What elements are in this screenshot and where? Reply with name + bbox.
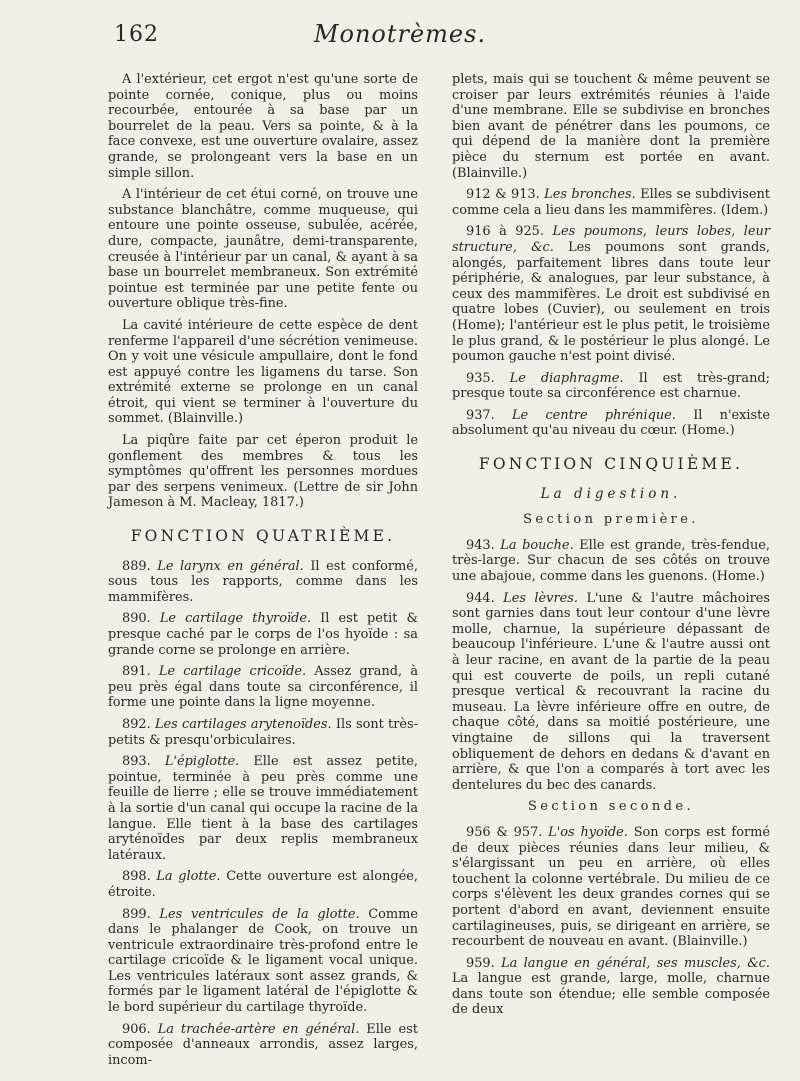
- paragraph-heading: La glotte.: [156, 869, 221, 885]
- numbered-paragraph: [108, 907, 418, 1016]
- numbered-paragraph: [108, 664, 418, 711]
- paragraph: A l'intérieur de cet étui corné, on trouve une substance blanchâtre, comme muqueuse, qui entoure une pointe osseuse, subulée, acérée, dure, compacte, jaunâtre, demi-transparente, creusée à l'intérieur par un canal, & ayant à sa base un bourrelet membraneux. Son extrémité pointue est terminée par une petite fente ou ouverture oblique très-fine.: [108, 187, 418, 312]
- numbered-paragraph: [108, 1022, 418, 1069]
- paragraph-text: Elle est grande, très-fendue, très-large. Sur chacun de ses côtés on trouve une abajoue, comme dans les guenons. (Home.): [452, 537, 770, 585]
- paragraph-number: 937.: [466, 407, 495, 423]
- paragraph-number: 899.: [122, 906, 151, 922]
- paragraph: La cavité intérieure de cette espèce de dent renferme l'appareil d'une sécrétion venimeuse. On y voit une vésicule ampullaire, dont le fond est appuyé contre les ligamens du tarse. Son extrémité externe se prolonge en un canal étroit, qui vient se terminer à l'ouverture du sommet. (Blainville.): [108, 317, 418, 427]
- paragraph-number: 898.: [122, 869, 151, 885]
- paragraph-text: Il n'existe absolument qu'au niveau du cœur. (Home.): [452, 407, 770, 439]
- function-heading: FONCTION CINQUIÈME.: [478, 455, 744, 474]
- numbered-paragraph: [452, 538, 770, 585]
- paragraph-number: 956 & 957.: [466, 824, 543, 840]
- section-heading: Section seconde.: [528, 799, 694, 815]
- numbered-paragraph: [452, 825, 770, 950]
- numbered-paragraph: [108, 869, 418, 900]
- paragraph-text: Il est très-grand; presque toute sa circonférence est charnue.: [452, 370, 770, 402]
- section-heading: Section première.: [523, 512, 699, 528]
- paragraph: A l'extérieur, cet ergot n'est qu'une sorte de pointe cornée, conique, plus ou moins recourbée, entourée à sa base par un bourrelet de la peau. Vers sa pointe, & à la face convexe, est une ouverture ovalaire, assez grande, se prolongeant vers la base en un simple sillon.: [108, 72, 418, 181]
- paragraph-number: 943.: [466, 537, 495, 553]
- paragraph-heading: Le centre phrénique.: [511, 407, 676, 423]
- numbered-paragraph: [452, 187, 770, 218]
- numbered-paragraph: [452, 408, 770, 439]
- paragraph-heading: Les lèvres.: [503, 590, 578, 606]
- paragraph-text: Ils sont très-petits & presqu'orbiculaires.: [108, 716, 419, 748]
- paragraph-heading: La trachée-artère en général.: [157, 1021, 360, 1037]
- paragraph-heading: L'épiglotte.: [164, 754, 240, 770]
- paragraph-text: Il est petit & presque caché par le corps de l'os hyoïde : sa grande corne se prolonge en arrière.: [108, 611, 418, 658]
- paragraph-text: Son corps est formé de deux pièces réunies dans leur milieu, & s'élargissant un peu en arrière, où elles touchent la colonne vertébrale. Du milieu de ce corps s'élèvent les deux grandes cornes qui se portent d'abord en avant, deviennent ensuite cartilagineuses, puis, se dirigeant en arrière, se recourbent de nouveau en avant. (Blainville.): [452, 824, 770, 950]
- paragraph-number: 916 à 925.: [466, 224, 544, 240]
- page-header: [0, 20, 800, 60]
- paragraph: La piqûre faite par cet éperon produit le gonflement des membres & tous les symptômes qu'offrent les personnes mordues par des serpens venimeux. (Lettre de sir John Jameson à M. Macleay, 1817.): [108, 433, 418, 511]
- paragraph-heading: Le diaphragme.: [509, 370, 624, 386]
- paragraph-number: 890.: [122, 611, 151, 627]
- paragraph-text: Elle est composée d'anneaux arrondis, assez larges, incom-: [108, 1021, 418, 1068]
- paragraph-text: Il est conformé, sous tous les rapports, comme dans les mammifères.: [108, 558, 418, 605]
- paragraph-text: Comme dans le phalanger de Cook, on trouve un ventricule extraordinaire très-profond entre le cartilage cricoïde & le ligament vocal unique. Les ventricules latéraux sont assez grands, & formés par le ligament latéral de l'épiglotte & le bord supérieur du cartilage thyroïde.: [108, 906, 418, 1016]
- running-title: Monotrèmes.: [313, 20, 487, 48]
- paragraph-number: 893.: [122, 754, 151, 770]
- numbered-paragraph: [108, 611, 418, 658]
- paragraph-heading: Les poumons, leurs lobes, leur structure, &c.: [452, 224, 770, 255]
- page-number: 162: [114, 22, 159, 47]
- paragraph-number: 959.: [466, 955, 495, 971]
- paragraph-heading: La langue en général, ses muscles, &c.: [501, 955, 770, 971]
- paragraph-heading: L'os hyoïde.: [548, 824, 628, 840]
- numbered-paragraph: [452, 371, 770, 402]
- paragraph-heading: La bouche.: [500, 537, 574, 553]
- paragraph-text: L'une & l'autre mâchoires sont garnies dans tout leur contour d'une lèvre molle, charnue, la supérieure dépassant de beaucoup l'inférieure. L'une & l'autre aussi ont à leur racine, en avant de la partie de la peau qui est couverte de poils, un repli cutané presque vertical & recouvrant la racine du museau. La lèvre inférieure offre en outre, de chaque côté, dans sa moitié postérieure, une vingtaine de sillons qui la traversent obliquement de dehors en dedans & d'avant en arrière, & que l'on a comparés à tort avec les dentelures du bec des canards.: [452, 590, 770, 793]
- numbered-paragraph: [108, 559, 418, 606]
- function-heading: FONCTION QUATRIÈME.: [130, 527, 396, 546]
- numbered-paragraph: [452, 591, 770, 794]
- right-column: [452, 72, 770, 1024]
- paragraph-text: La langue est grande, large, molle, charnue dans toute son étendue; elle semble composée de deux: [452, 971, 770, 1018]
- paragraph-text: Elles se subdivisent comme cela a lieu dans les mammifères. (Idem.): [452, 187, 770, 218]
- numbered-paragraph: [108, 717, 418, 748]
- paragraph-number: 944.: [466, 590, 495, 606]
- paragraph-heading: Le larynx en général.: [157, 558, 304, 574]
- numbered-paragraph: [452, 224, 770, 364]
- paragraph-text: Cette ouverture est alongée, étroite.: [108, 869, 418, 900]
- paragraph-heading: Le cartilage cricoïde.: [158, 664, 307, 680]
- left-column: [108, 72, 418, 1074]
- paragraph-heading: Les bronches.: [544, 187, 636, 203]
- paragraph-heading: Les ventricules de la glotte.: [159, 906, 360, 922]
- paragraph-heading: Le cartilage thyroïde.: [159, 611, 312, 627]
- continued-paragraph: plets, mais qui se touchent & même peuvent se croiser par leurs extrémités réunies à l'aide d'une membrane. Elle se subdivise en bronches bien avant de pénétrer dans les poumons, ce qui dépend de la manière dont la première pièce du sternum est portée en avant. (Blainville.): [452, 72, 770, 181]
- paragraph-number: 892.: [122, 716, 151, 732]
- paragraph-number: 889.: [122, 558, 151, 574]
- paragraph-number: 891.: [122, 664, 151, 680]
- subheading: La digestion.: [540, 485, 682, 502]
- paragraph-text: Assez grand, à peu près égal dans toute sa circonférence, il forme une pointe dans la ligne moyenne.: [108, 664, 419, 711]
- paragraph-heading: Les cartilages arytenoïdes.: [154, 716, 332, 732]
- paragraph-text: Les poumons sont grands, alongés, parfaitement libres dans toute leur périphérie, & analogues, par leur substance, à ceux des mammifères. Le droit est subdivisé en quatre lobes (Cuvier), ou seulement en trois (Home); l'antérieur est le plus petit, le troisième le plus grand, & le postérieur le plus alongé. Le poumon gauche n'est point divisé.: [452, 239, 770, 365]
- paragraph-number: 912 & 913.: [466, 187, 540, 203]
- paragraph-number: 906.: [122, 1021, 151, 1037]
- numbered-paragraph: [452, 956, 770, 1018]
- paragraph-text: Elle est assez petite, pointue, terminée à peu près comme une feuille de lierre ; elle se trouve immédiatement à la sortie d'un canal qui occupe la racine de la langue. Elle tient à la base des cartilages aryténoïdes par deux replis membraneux latéraux.: [108, 754, 418, 863]
- paragraph-number: 935.: [466, 370, 495, 386]
- numbered-paragraph: [108, 754, 418, 863]
